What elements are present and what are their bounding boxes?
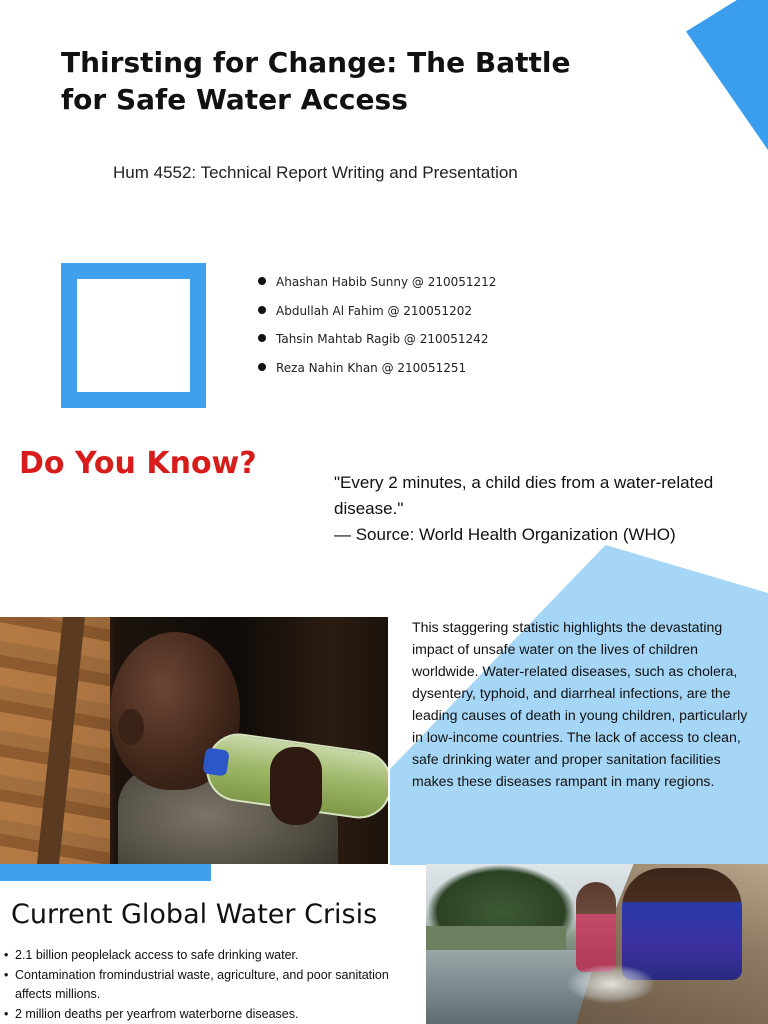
list-item: • 2.1 billion peoplelack access to safe drinking water. [4,946,422,966]
do-you-know-heading: Do You Know? [19,446,257,481]
author-item: Reza Nahin Khan @ 210051251 [258,357,496,386]
who-quote [334,470,724,548]
crisis-bullet-list [4,946,422,1024]
crisis-heading: Current Global Water Crisis [11,899,378,930]
list-item: • 2 million deaths per yearfrom waterborne diseases. [4,1005,422,1024]
course-subtitle: Hum 4552: Technical Report Writing and Presentation [113,163,518,182]
statistic-paragraph: This staggering statistic highlights the devastating impact of unsafe water on the lives of children worldwide. Water-related diseases, such as cholera, dysentery, typhoid, and diarrheal infections, are the leading causes of death in young children, particularly in low-income countries. The lack of access to clean, safe drinking water and proper sanitation facilities makes these diseases rampant in many regions. [412,619,748,789]
corner-triangle-decoration [686,0,768,150]
author-item: Tahsin Mahtab Ragib @ 210051242 [258,328,496,357]
quote-source: — Source: World Health Organization (WHO) [334,525,676,544]
child-drinking-photo [0,617,388,864]
quote-text: "Every 2 minutes, a child dies from a water-related disease." [334,473,714,518]
children-at-river-photo [426,864,768,1024]
square-frame-decoration [61,263,206,408]
accent-strip [0,863,211,881]
author-item: Abdullah Al Fahim @ 210051202 [258,300,496,329]
author-list [258,271,496,386]
author-item: Ahashan Habib Sunny @ 210051212 [258,271,496,300]
list-item: • Contamination fromindustrial waste, agriculture, and poor sanitation affects millions. [4,966,422,1005]
page-title: Thirsting for Change: The Battle for Safe Water Access [61,46,571,116]
